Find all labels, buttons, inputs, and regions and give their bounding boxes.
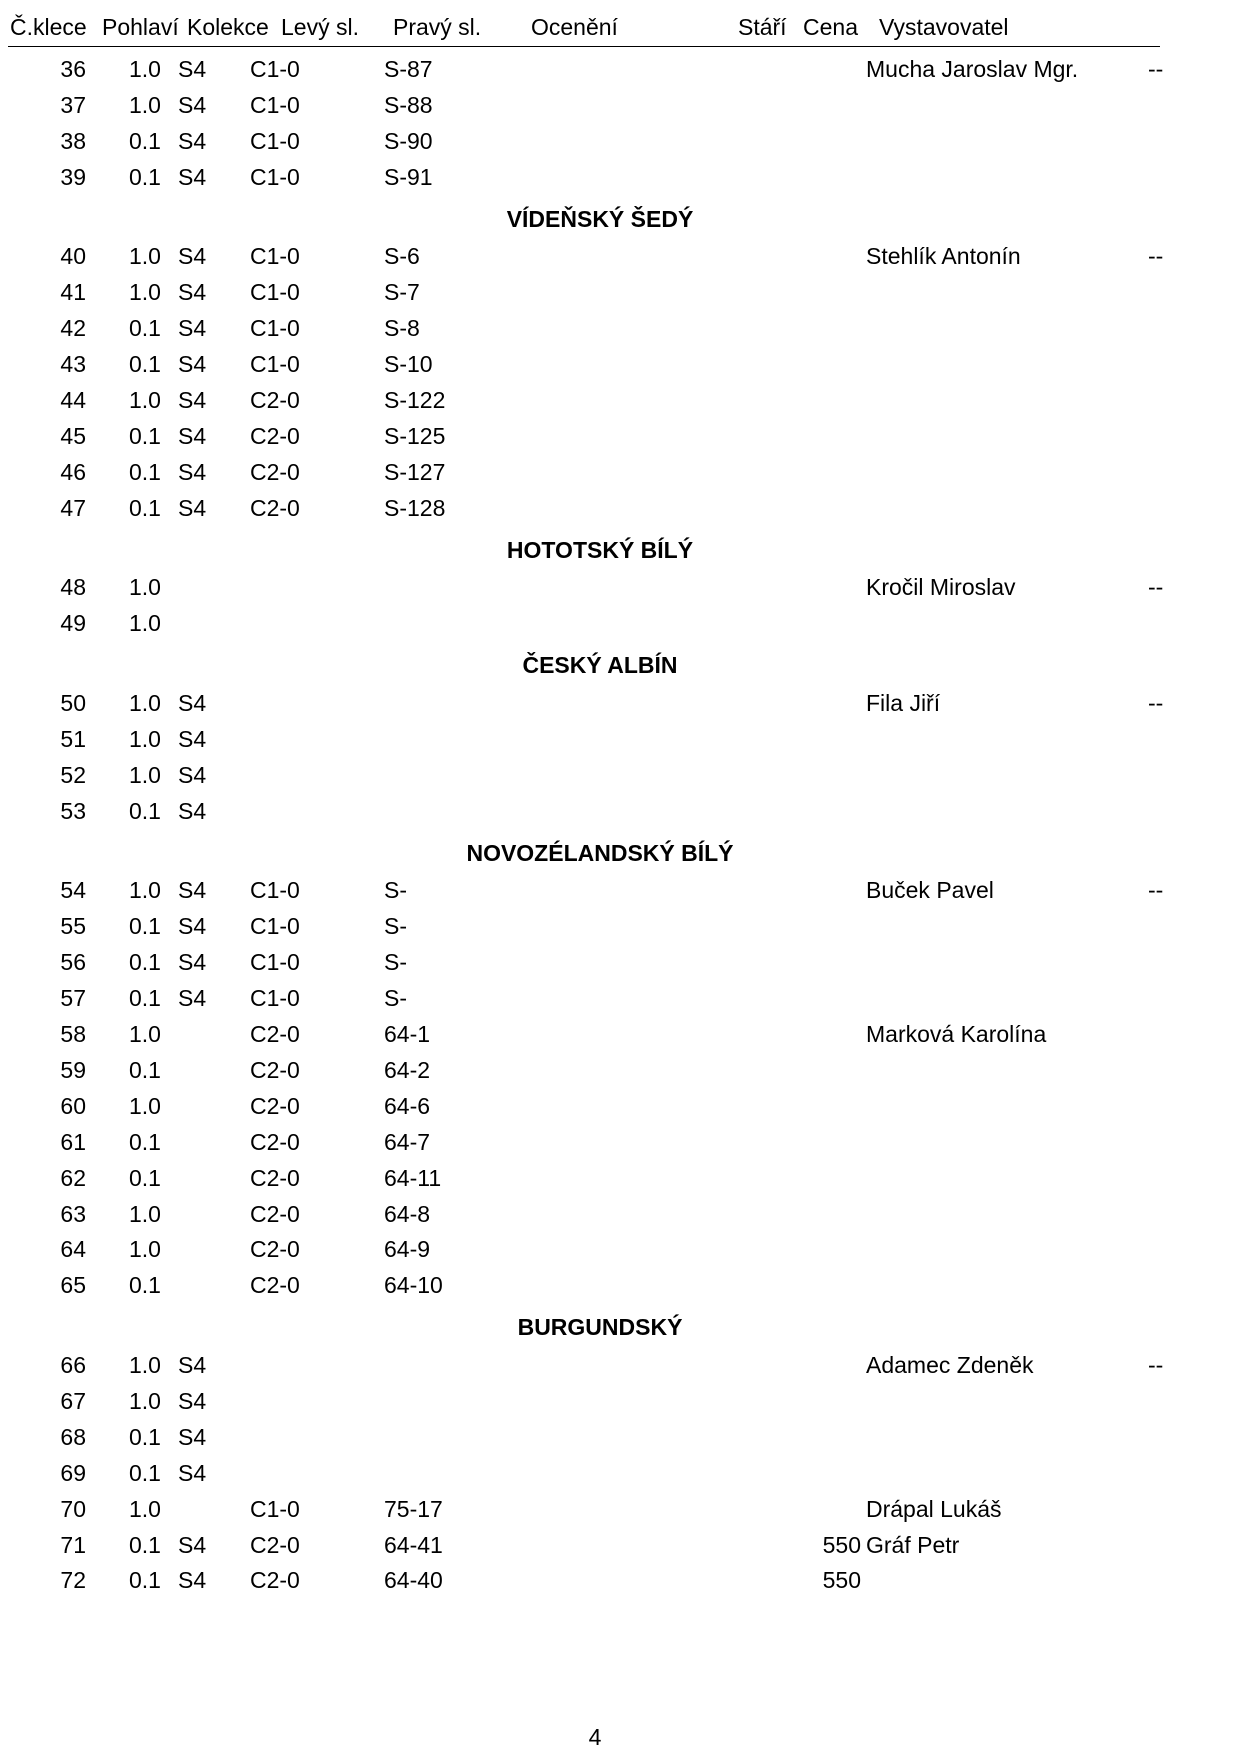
table-row — [0, 1529, 1241, 1561]
cell-no: 62 — [60, 1164, 86, 1191]
table-row — [0, 1564, 1241, 1596]
cell-kol: S4 — [178, 761, 207, 788]
cell-vyst: Drápal Lukáš — [866, 1495, 1002, 1522]
table-row — [0, 420, 1241, 452]
cell-sex: 1.0 — [129, 91, 161, 118]
cell-dash: -- — [1148, 690, 1164, 716]
cell-sex: 0.1 — [129, 985, 161, 1012]
cell-vyst: Gráf Petr — [866, 1531, 960, 1558]
table-row — [0, 1385, 1241, 1417]
table-row — [0, 89, 1241, 121]
header-pravy: Pravý sl. — [393, 14, 482, 40]
cell-no: 72 — [60, 1567, 86, 1594]
table-row — [0, 1421, 1241, 1453]
cell-kol: S4 — [178, 985, 207, 1012]
cell-dash: -- — [1148, 1352, 1164, 1378]
cell-pravy: S- — [384, 985, 407, 1012]
cell-pravy: S- — [384, 949, 407, 976]
cell-kol: S4 — [178, 351, 207, 378]
cell-vyst: Buček Pavel — [866, 877, 994, 904]
cell-no: 53 — [60, 797, 86, 824]
header-levy: Levý sl. — [281, 14, 359, 40]
cell-sex: 0.1 — [129, 163, 161, 190]
cell-sex: 0.1 — [129, 1423, 161, 1450]
cell-sex: 0.1 — [129, 1164, 161, 1191]
cell-sex: 0.1 — [129, 1567, 161, 1594]
cell-no: 55 — [60, 913, 86, 940]
cell-no: 54 — [60, 877, 86, 904]
cell-levy: C2-0 — [250, 1200, 300, 1227]
cell-pravy: 64-9 — [384, 1236, 431, 1263]
cell-levy: C2-0 — [250, 1056, 300, 1083]
header-stari: Stáří — [738, 14, 787, 40]
cell-sex: 1.0 — [129, 725, 161, 752]
cell-dash: -- — [1148, 877, 1164, 904]
cell-pravy: S-91 — [384, 163, 433, 190]
cell-no: 57 — [60, 985, 86, 1012]
cell-no: 50 — [60, 690, 86, 716]
cell-no: 69 — [60, 1459, 86, 1486]
cell-levy: C2-0 — [250, 1164, 300, 1191]
cell-sex: 0.1 — [129, 1272, 161, 1299]
cell-kol: S4 — [178, 422, 207, 449]
page-number: 4 — [588, 1724, 602, 1750]
table-row — [0, 687, 1241, 719]
table-row — [0, 1198, 1241, 1230]
cell-kol: S4 — [178, 91, 207, 118]
cell-levy: C1-0 — [250, 913, 300, 940]
cell-no: 38 — [60, 127, 86, 154]
cell-pravy: S- — [384, 913, 407, 940]
cell-no: 64 — [60, 1236, 86, 1263]
cell-no: 48 — [60, 574, 86, 601]
cell-pravy: 64-10 — [384, 1272, 443, 1299]
cell-no: 70 — [60, 1495, 86, 1522]
cell-no: 43 — [60, 351, 86, 378]
cell-no: 37 — [60, 91, 86, 118]
cell-pravy: S-125 — [384, 422, 446, 449]
cell-dash: -- — [1148, 56, 1164, 82]
cell-kol: S4 — [178, 1352, 207, 1378]
table-row — [0, 982, 1241, 1014]
cell-kol: S4 — [178, 949, 207, 976]
cell-no: 45 — [60, 422, 86, 449]
cell-sex: 1.0 — [129, 1236, 161, 1263]
cell-pravy: S- — [384, 877, 407, 904]
cell-kol: S4 — [178, 877, 207, 904]
cell-no: 60 — [60, 1092, 86, 1119]
cell-no: 42 — [60, 315, 86, 342]
cell-pravy: S-10 — [384, 351, 433, 378]
cell-no: 58 — [60, 1021, 86, 1047]
cell-levy: C2-0 — [250, 1021, 300, 1047]
cell-kol: S4 — [178, 279, 207, 306]
cell-cena: 550 — [822, 1567, 861, 1594]
cell-levy: C2-0 — [250, 458, 300, 485]
cell-sex: 1.0 — [129, 243, 161, 270]
header-pohlavi: Pohlaví — [102, 14, 179, 40]
cell-kol: S4 — [178, 913, 207, 940]
table-row — [0, 348, 1241, 380]
cell-dash: -- — [1148, 574, 1164, 601]
cell-sex: 0.1 — [129, 458, 161, 485]
cell-sex: 0.1 — [129, 351, 161, 378]
header-cena: Cena — [803, 14, 858, 40]
cell-no: 51 — [60, 725, 86, 752]
cell-sex: 0.1 — [129, 949, 161, 976]
table-row — [0, 795, 1241, 827]
cell-pravy: 64-2 — [384, 1056, 431, 1083]
table-row — [0, 1162, 1241, 1194]
cell-kol: S4 — [178, 797, 207, 824]
table-row — [0, 1090, 1241, 1122]
cell-no: 67 — [60, 1387, 86, 1414]
cell-no: 47 — [60, 494, 86, 521]
cell-pravy: 75-17 — [384, 1495, 443, 1522]
cell-no: 59 — [60, 1056, 86, 1083]
cell-kol: S4 — [178, 458, 207, 485]
cell-pravy: 64-11 — [384, 1164, 442, 1191]
table-row — [0, 571, 1241, 603]
cell-levy: C2-0 — [250, 494, 300, 521]
cell-sex: 1.0 — [129, 574, 161, 601]
cell-vyst: Kročil Miroslav — [866, 574, 1016, 601]
cell-pravy: 64-40 — [384, 1567, 443, 1594]
cell-sex: 1.0 — [129, 1092, 161, 1119]
cell-pravy: S-7 — [384, 279, 420, 306]
cell-levy: C2-0 — [250, 1531, 300, 1558]
cell-pravy: S-127 — [384, 458, 446, 485]
cell-no: 56 — [60, 949, 86, 976]
cell-pravy: S-122 — [384, 387, 446, 413]
cell-vyst: Stehlík Antonín — [866, 243, 1021, 270]
cell-vyst: Fila Jiří — [866, 690, 941, 716]
breed-heading: HOTOTSKÝ BÍLÝ — [506, 536, 694, 563]
cell-levy: C1-0 — [250, 1495, 300, 1522]
table-row — [0, 456, 1241, 488]
cell-no: 71 — [60, 1531, 86, 1558]
cell-sex: 1.0 — [129, 690, 161, 716]
cell-sex: 0.1 — [129, 1056, 161, 1083]
cell-pravy: S-8 — [384, 315, 420, 342]
cell-pravy: 64-7 — [384, 1128, 431, 1155]
cell-sex: 0.1 — [129, 422, 161, 449]
cell-sex: 1.0 — [129, 1352, 161, 1378]
table-row — [0, 125, 1241, 157]
cell-no: 46 — [60, 458, 86, 485]
table-row — [0, 1018, 1241, 1050]
cell-sex: 0.1 — [129, 913, 161, 940]
breed-heading: NOVOZÉLANDSKÝ BÍLÝ — [466, 839, 734, 866]
cell-levy: C2-0 — [250, 387, 300, 413]
cell-kol: S4 — [178, 163, 207, 190]
table-row — [0, 384, 1241, 416]
cell-no: 52 — [60, 761, 86, 788]
cell-sex: 1.0 — [129, 1495, 161, 1522]
cell-pravy: 64-6 — [384, 1092, 431, 1119]
cell-levy: C1-0 — [250, 877, 300, 904]
cell-sex: 0.1 — [129, 797, 161, 824]
cell-no: 65 — [60, 1272, 86, 1299]
cell-sex: 0.1 — [129, 494, 161, 521]
table-row — [0, 1233, 1241, 1265]
cell-cena: 550 — [822, 1531, 861, 1558]
header-kolekce: Kolekce — [187, 14, 269, 40]
cell-kol: S4 — [178, 1459, 207, 1486]
cell-no: 41 — [60, 279, 86, 306]
cell-sex: 1.0 — [129, 1200, 161, 1227]
cell-sex: 1.0 — [129, 387, 161, 413]
cell-levy: C2-0 — [250, 1567, 300, 1594]
cell-no: 49 — [60, 610, 86, 637]
cell-sex: 0.1 — [129, 1459, 161, 1486]
cell-levy: C2-0 — [250, 422, 300, 449]
cell-no: 68 — [60, 1423, 86, 1450]
cell-no: 40 — [60, 243, 86, 270]
table-row — [0, 1493, 1241, 1525]
cell-sex: 1.0 — [129, 56, 161, 82]
cell-pravy: S-90 — [384, 127, 433, 154]
cell-levy: C1-0 — [250, 163, 300, 190]
cell-sex: 1.0 — [129, 877, 161, 904]
cell-no: 66 — [60, 1352, 86, 1378]
breed-heading: BURGUNDSKÝ — [517, 1314, 683, 1341]
cell-levy: C1-0 — [250, 351, 300, 378]
table-row — [0, 1054, 1241, 1086]
table-row — [0, 492, 1241, 524]
cell-levy: C2-0 — [250, 1272, 300, 1299]
cell-kol: S4 — [178, 315, 207, 342]
table-row — [0, 53, 1241, 85]
table-row — [0, 1349, 1241, 1381]
cell-levy: C1-0 — [250, 127, 300, 154]
cell-no: 39 — [60, 163, 86, 190]
cell-pravy: S-87 — [384, 56, 433, 82]
table-row — [0, 1457, 1241, 1489]
cell-kol: S4 — [178, 1387, 207, 1414]
cell-sex: 0.1 — [129, 1128, 161, 1155]
cell-sex: 1.0 — [129, 1021, 161, 1047]
cell-kol: S4 — [178, 1423, 207, 1450]
cell-pravy: S-6 — [384, 243, 420, 270]
table-row — [0, 312, 1241, 344]
cell-vyst: Mucha Jaroslav Mgr. — [866, 56, 1079, 82]
cell-kol: S4 — [178, 725, 207, 752]
table-row — [0, 161, 1241, 193]
cell-kol: S4 — [178, 56, 207, 82]
cell-kol: S4 — [178, 1567, 207, 1594]
cell-levy: C1-0 — [250, 315, 300, 342]
header-cislo: Č.klece — [10, 14, 87, 40]
cell-levy: C1-0 — [250, 243, 300, 270]
cell-levy: C2-0 — [250, 1128, 300, 1155]
cell-levy: C2-0 — [250, 1092, 300, 1119]
cell-levy: C1-0 — [250, 56, 300, 82]
table-row — [0, 874, 1241, 906]
cell-pravy: 64-1 — [384, 1021, 431, 1047]
cell-sex: 1.0 — [129, 279, 161, 306]
cell-kol: S4 — [178, 387, 207, 413]
cell-levy: C1-0 — [250, 949, 300, 976]
cell-sex: 1.0 — [129, 610, 161, 637]
cell-no: 63 — [60, 1200, 86, 1227]
table-row — [0, 1126, 1241, 1158]
breed-heading: VÍDEŇSKÝ ŠEDÝ — [506, 205, 694, 232]
cell-kol: S4 — [178, 243, 207, 270]
cell-sex: 1.0 — [129, 1387, 161, 1414]
header-oceneni: Ocenění — [531, 14, 618, 40]
cell-levy: C1-0 — [250, 279, 300, 306]
cell-kol: S4 — [178, 1531, 207, 1558]
table-row — [0, 607, 1241, 639]
cell-kol: S4 — [178, 494, 207, 521]
table-row — [0, 910, 1241, 942]
cell-pravy: S-88 — [384, 91, 433, 118]
cell-vyst: Marková Karolína — [866, 1021, 1047, 1047]
cell-pravy: 64-41 — [384, 1531, 443, 1558]
cell-kol: S4 — [178, 127, 207, 154]
header-vystavovatel: Vystavovatel — [879, 14, 1009, 40]
breed-heading: ČESKÝ ALBÍN — [522, 652, 678, 679]
cell-levy: C2-0 — [250, 1236, 300, 1263]
cell-no: 61 — [60, 1128, 86, 1155]
cell-levy: C1-0 — [250, 985, 300, 1012]
table-row — [0, 240, 1241, 272]
cell-sex: 0.1 — [129, 1531, 161, 1558]
table-row — [0, 723, 1241, 755]
table-row — [0, 1269, 1241, 1301]
table-row — [0, 276, 1241, 308]
table-row — [0, 759, 1241, 791]
cell-no: 44 — [60, 387, 86, 413]
cell-sex: 0.1 — [129, 127, 161, 154]
cell-sex: 1.0 — [129, 761, 161, 788]
cell-levy: C1-0 — [250, 91, 300, 118]
table-row — [0, 946, 1241, 978]
cell-pravy: S-128 — [384, 494, 446, 521]
cell-pravy: 64-8 — [384, 1200, 431, 1227]
cell-kol: S4 — [178, 690, 207, 716]
cell-sex: 0.1 — [129, 315, 161, 342]
cell-no: 36 — [60, 56, 86, 82]
cell-vyst: Adamec Zdeněk — [866, 1352, 1034, 1378]
cell-dash: -- — [1148, 243, 1164, 270]
